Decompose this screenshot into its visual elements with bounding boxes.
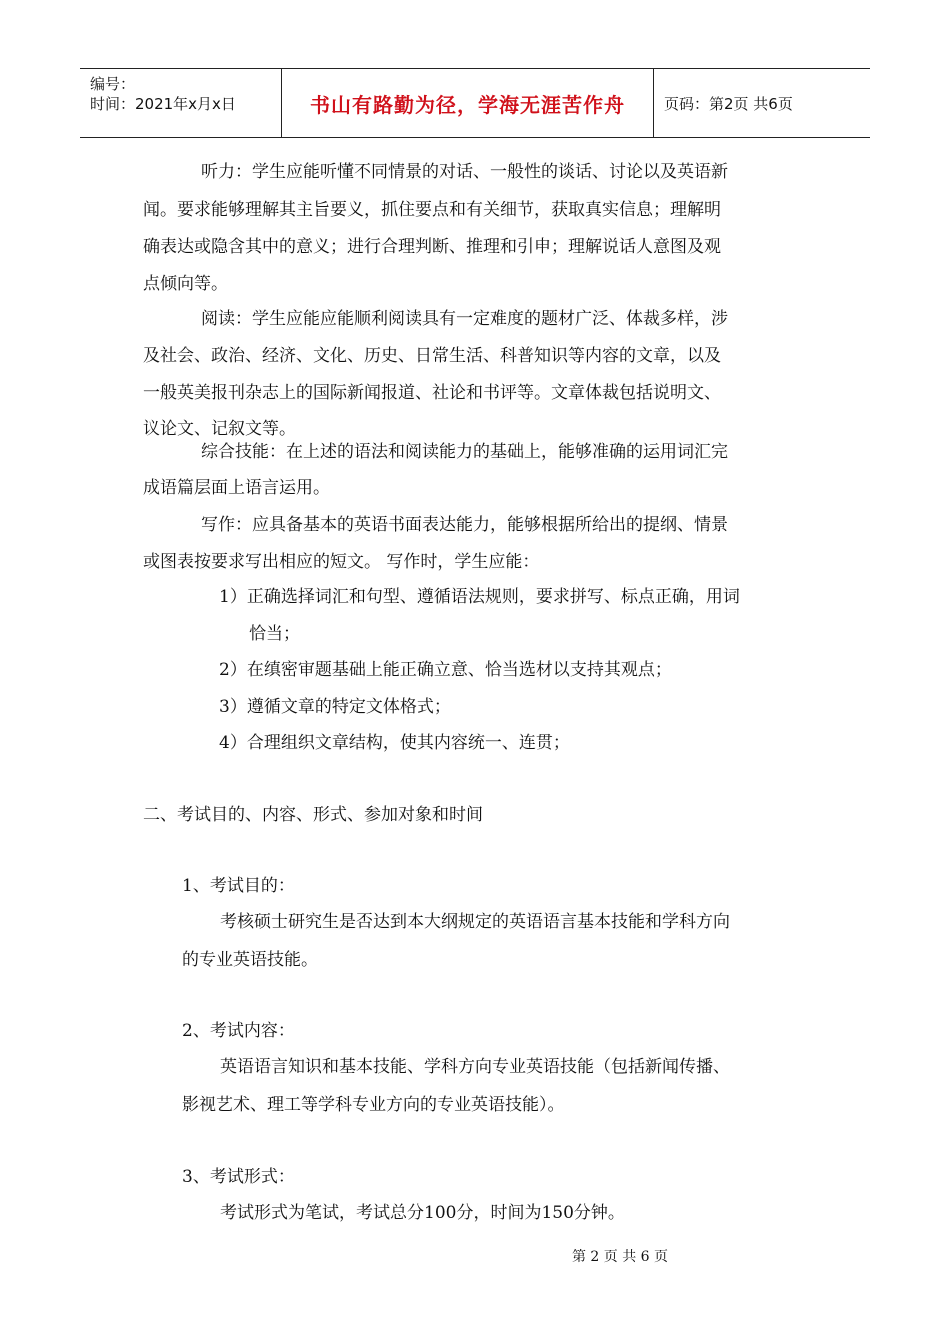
content-text-1: 英语语言知识和基本技能、学科方向专业英语技能（包括新闻传播、 — [220, 1057, 730, 1077]
writing-line-1: 写作：应具备基本的英语书面表达能力，能够根据所给出的提纲、情景 — [201, 515, 728, 535]
content-title: 2、考试内容： — [182, 1021, 295, 1041]
header-left-cell — [80, 69, 282, 137]
content-text-2: 影视艺术、理工等学科专业方向的专业英语技能）。 — [182, 1095, 565, 1115]
reading-line-4: 议论文、记叙文等。 — [143, 419, 296, 439]
writing-item-4: 4）合理组织文章结构，使其内容统一、连贯； — [219, 733, 570, 753]
listening-line-3: 确表达或隐含其中的意义；进行合理判断、推理和引申；理解说话人意图及观 — [143, 237, 721, 257]
page-footer: 第 2 页 共 6 页 — [571, 1249, 669, 1265]
form-text: 考试形式为笔试，考试总分100分，时间为150分钟。 — [220, 1203, 625, 1223]
listening-line-1: 听力：学生应能听懂不同情景的对话、一般性的谈话、讨论以及英语新 — [201, 162, 728, 182]
purpose-text-1: 考核硕士研究生是否达到本大纲规定的英语语言基本技能和学科方向 — [220, 912, 730, 932]
writing-item-3: 3）遵循文章的特定文体格式； — [219, 697, 451, 717]
listening-line-4: 点倾向等。 — [143, 274, 228, 294]
reading-line-2: 及社会、政治、经济、文化、历史、日常生活、科普知识等内容的文章，以及 — [143, 346, 721, 366]
purpose-text-2: 的专业英语技能。 — [182, 950, 318, 970]
writing-line-2: 或图表按要求写出相应的短文。 写作时，学生应能： — [143, 552, 540, 572]
reading-line-1: 阅读：学生应能应能顺利阅读具有一定难度的题材广泛、体裁多样，涉 — [201, 309, 728, 329]
time-label: 时间：2021年x月x日 — [90, 95, 236, 113]
page-header — [80, 68, 870, 138]
reading-line-3: 一般英美报刊杂志上的国际新闻报道、社论和书评等。文章体裁包括说明文、 — [143, 383, 721, 403]
section-2-title: 二、考试目的、内容、形式、参加对象和时间 — [143, 805, 483, 825]
integrated-line-1: 综合技能：在上述的语法和阅读能力的基础上，能够准确的运用词汇完 — [201, 442, 728, 462]
listening-line-2: 闻。要求能够理解其主旨要义，抓住要点和有关细节，获取真实信息；理解明 — [143, 200, 721, 220]
header-motto: 书山有路勤为径，学海无涯苦作舟 — [282, 69, 654, 137]
number-label: 编号： — [90, 75, 136, 93]
writing-item-2: 2）在缜密审题基础上能正确立意、恰当选材以支持其观点； — [219, 660, 672, 680]
writing-item-1-cont: 恰当； — [249, 624, 300, 644]
integrated-line-2: 成语篇层面上语言运用。 — [143, 478, 330, 498]
form-title: 3、考试形式： — [182, 1167, 295, 1187]
writing-item-1: 1）正确选择词汇和句型、遵循语法规则，要求拼写、标点正确，用词 — [219, 587, 740, 607]
header-page-label: 页码：第2页 共6页 — [664, 94, 793, 113]
purpose-title: 1、考试目的： — [182, 876, 295, 896]
